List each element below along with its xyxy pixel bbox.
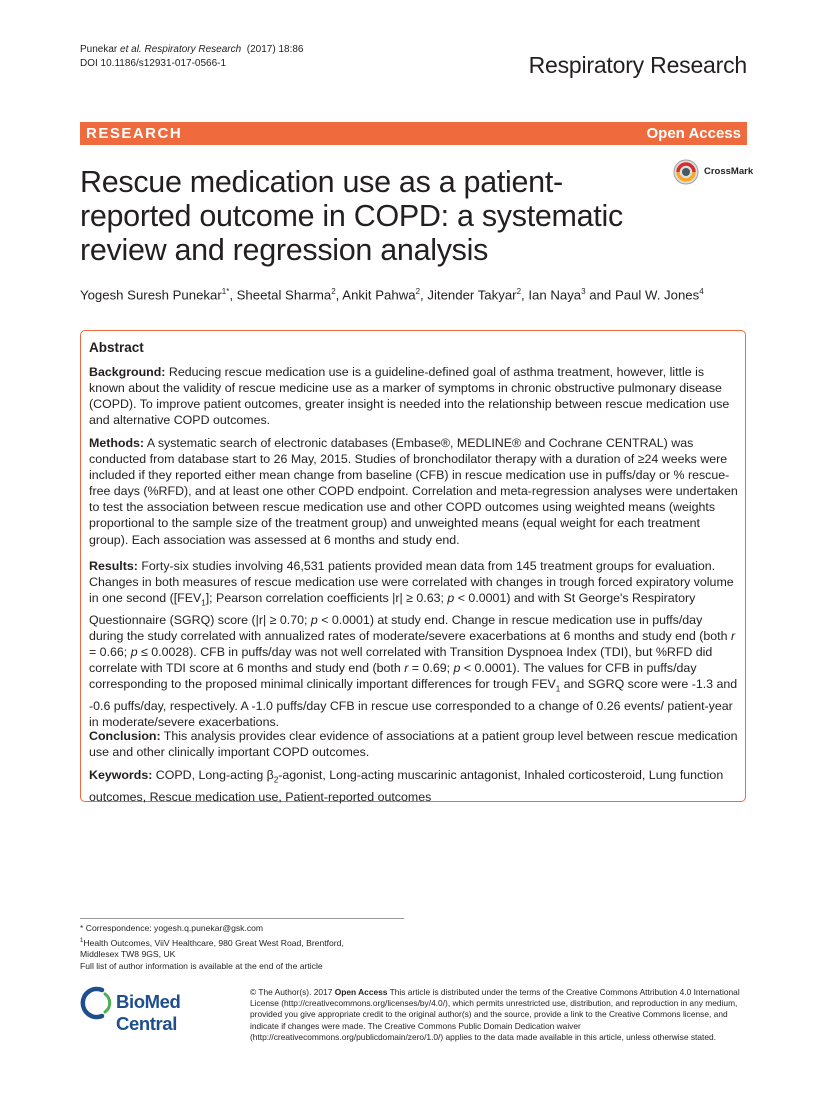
p-symbol: p bbox=[453, 661, 461, 676]
affiliation-marker: 2 bbox=[331, 287, 336, 296]
license-copyright: © The Author(s). 2017 bbox=[250, 987, 335, 997]
affiliation-marker: 1* bbox=[221, 287, 230, 296]
affiliation-line-2: Middlesex TW8 9GS, UK bbox=[80, 949, 176, 959]
results-label: Results: bbox=[89, 559, 138, 573]
doi[interactable]: DOI 10.1186/s12931-017-0566-1 bbox=[80, 58, 227, 69]
abstract-box bbox=[80, 330, 746, 802]
article-type-label: RESEARCH bbox=[86, 125, 183, 142]
open-access-label[interactable]: Open Access bbox=[646, 125, 741, 142]
results-text: < 0.0001) at study end. Change in rescue medication use in puffs/day during the study correlated with annualized rates of moderate/severe exacerbations at 6 months and study end (both bbox=[89, 612, 731, 643]
fev-subscript: 1 bbox=[201, 598, 206, 608]
article-title bbox=[80, 165, 640, 267]
affiliation-marker: 3 bbox=[581, 287, 586, 296]
p-symbol: p bbox=[447, 591, 455, 606]
affiliation-marker: 2 bbox=[415, 287, 421, 296]
affiliation-marker: 2 bbox=[516, 287, 522, 296]
abstract-background bbox=[89, 364, 739, 428]
keywords-text: COPD, Long-acting β bbox=[152, 768, 274, 782]
results-text: ]; Pearson correlation coefficients |r| ≥ 0.63; bbox=[205, 591, 448, 606]
correspondence[interactable]: * Correspondence: yogesh.q.punekar@gsk.com bbox=[80, 923, 264, 933]
crossmark-label: CrossMark bbox=[704, 166, 754, 177]
crossmark-badge[interactable] bbox=[672, 159, 752, 185]
title-line-1: Rescue medication use as a patient- bbox=[80, 165, 563, 199]
background-label: Background: bbox=[89, 365, 166, 379]
r-symbol: r bbox=[730, 628, 736, 643]
conclusion-label: Conclusion: bbox=[89, 729, 161, 743]
methods-label: Methods: bbox=[89, 436, 145, 450]
publisher-name: BioMed Central bbox=[116, 991, 181, 1034]
footnote-divider bbox=[80, 918, 404, 919]
beta-subscript: 2 bbox=[273, 775, 279, 785]
citation-volume: (2017) 18:86 bbox=[246, 44, 304, 55]
results-text: = 0.66; bbox=[89, 644, 131, 659]
fev-subscript: 1 bbox=[555, 684, 561, 694]
biomed-central-logo-icon bbox=[80, 986, 114, 1020]
abstract-heading: Abstract bbox=[89, 340, 144, 355]
affiliation-text: Health Outcomes, ViiV Healthcare, 980 Great West Road, Brentford, bbox=[83, 937, 344, 948]
r-symbol: r bbox=[404, 661, 409, 676]
crossmark-icon bbox=[672, 159, 700, 185]
abstract-methods bbox=[89, 435, 739, 548]
author[interactable]: Yogesh Suresh Punekar bbox=[80, 287, 222, 303]
p-symbol: p bbox=[310, 612, 318, 627]
methods-text: A systematic search of electronic databases (Embase®, MEDLINE® and Cochrane CENTRAL) was conducted from database start to 26 May, 2015. Studies of bronchodilator therapy with a duration of ≥24 weeks were included if they reported either mean change from baseline (CFB) in rescue medication use in puffs/day or % rescue-free days (%RFD), and at least one other COPD endpoint. Correlation and meta-regression analyses were undertaken to test the association between rescue medication use and other COPD outcomes using weighted means (weights proportional to the sample size of the treatment group) and unweighted means (equal weight for each treatment group). Each association was assessed at 6 months and study end. bbox=[89, 436, 738, 547]
citation-authors: Punekar bbox=[80, 44, 121, 55]
author-info-note: Full list of author information is available at the end of the article bbox=[80, 961, 323, 971]
title-line-3: review and regression analysis bbox=[80, 233, 489, 267]
abstract-results bbox=[89, 558, 739, 730]
author[interactable]: Ian Naya bbox=[528, 287, 582, 303]
license-open-access: Open Access bbox=[334, 987, 388, 997]
affiliation-marker: 4 bbox=[699, 287, 704, 296]
conclusion-text: This analysis provides clear evidence of associations at a patient group level between rescue medication use and other clinically important COPD outcomes. bbox=[89, 729, 738, 760]
affiliation-marker: 1 bbox=[80, 938, 84, 944]
article-type-band bbox=[80, 122, 747, 145]
license-body: This article is distributed under the terms of the Creative Commons Attribution 4.0 International License (http://creativecommons.org/licenses/by/4.0/), which permits unrestricted use, distribution, and reproduction in any medium, provided you give appropriate credit to the original author(s) and the source, provide a link to the Creative Commons license, and indicate if changes were made. The Creative Commons Public Domain Dedication waiver (http://creativecommons.org/publicdomain/zero/1.0/) applies to the data made available in this article, unless otherwise stated. bbox=[250, 987, 740, 1042]
citation-journal: et al. Respiratory Research bbox=[120, 44, 242, 55]
keywords-text: -agonist, Long-acting muscarinic antagonist, Inhaled corticosteroid, Lung function outcomes, Rescue medication use, Patient-reported outcomes bbox=[89, 768, 724, 804]
journal-name: Respiratory Research bbox=[528, 52, 747, 78]
citation-line bbox=[80, 43, 303, 57]
abstract-conclusion bbox=[89, 728, 739, 760]
license-text bbox=[250, 987, 750, 1043]
results-text: < 0.0001). The values for CFB in puffs/day corresponding to the proposed minimal clinically important differences for trough FEV bbox=[89, 661, 697, 692]
publisher-logo[interactable] bbox=[80, 986, 240, 1034]
results-text: = 0.69; bbox=[408, 661, 454, 676]
author[interactable]: Paul W. Jones bbox=[614, 287, 700, 303]
results-text: Forty-six studies involving 46,531 patients provided mean data from 145 treatment groups for evaluation. Changes in both measures of rescue medication use were correlated with changes in trough forced expiratory volume in one second ([FEV bbox=[89, 559, 734, 606]
results-text: ≤ 0.0028). CFB in puffs/day was not well correlated with Transition Dyspnoea Index (TDI), but %RFD did correlate with TDI score at 6 months and study end (both bbox=[89, 644, 713, 676]
background-text: Reducing rescue medication use is a guideline-defined goal of asthma treatment, however, little is known about the validity of rescue medicine use as a marker of symptoms in chronic obstructive pulmonary disease (COPD). To improve patient outcomes, greater insight is needed into the relationship between rescue medication use and alternative COPD outcomes. bbox=[89, 365, 730, 428]
keywords-label: Keywords: bbox=[89, 768, 153, 782]
author-list: Yogesh Suresh Punekar$^{1*}$, Sheetal Sharma$^2$, Ankit Pahwa$^2$, Jitender Takyar$^2$, Ian Naya$^3$ and Paul W. Jones$^4$ bbox=[80, 287, 704, 303]
author[interactable]: Jitender Takyar bbox=[427, 287, 517, 303]
results-text: and SGRQ score were -1.3 and -0.6 puffs/day, respectively. A -1.0 puffs/day CFB in rescue use corresponded to a change of 0.26 events/ patient-year in moderate/severe exacerbations. bbox=[89, 677, 738, 729]
results-text: < 0.0001) and with St George's Respiratory Questionnaire (SGRQ) score (|r| ≥ 0.70; bbox=[89, 591, 696, 627]
author[interactable]: Sheetal Sharma bbox=[236, 287, 332, 303]
abstract-keywords bbox=[89, 767, 739, 805]
p-symbol: p bbox=[130, 644, 138, 659]
title-line-2: reported outcome in COPD: a systematic bbox=[80, 199, 623, 233]
author[interactable]: Ankit Pahwa bbox=[342, 287, 416, 303]
